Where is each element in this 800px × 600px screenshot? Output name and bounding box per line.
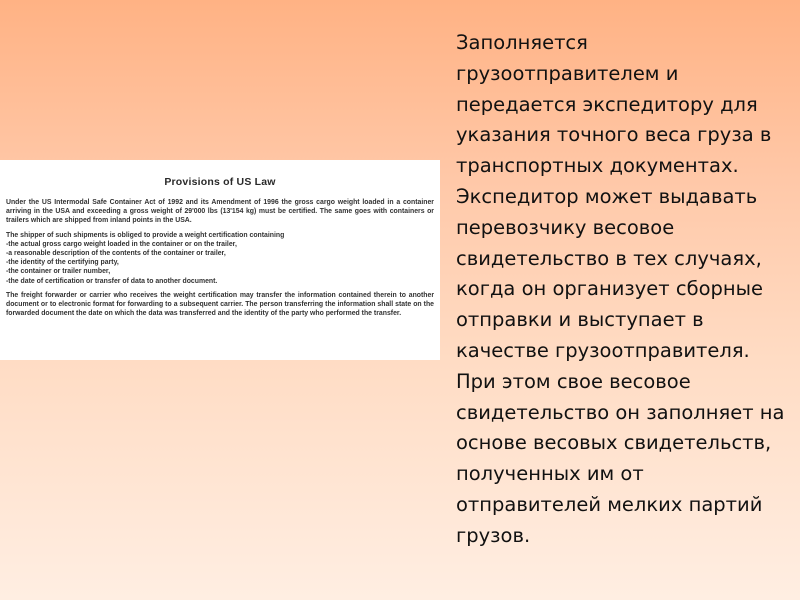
list-item: -the date of certification or transfer of data to another document. (6, 277, 218, 285)
faded-stamp (96, 174, 156, 202)
list-item: -a reasonable description of the contents of the container or trailer, (6, 250, 226, 258)
list-item: -the identity of the certifying party, (6, 259, 119, 267)
body-paragraph: Заполняется грузоотправителем и передается экспедитору для указания точного веса груза в транспортных документах. Экспедитор может выдавать перевозчику весовое свидетельство в тех случаях, когда он организует сборные отправки и выступает в качестве грузоотправителя. При этом свое весовое свидетельство он заполняет на основе весовых свидетельств, полученных им от отправителей мелких партий грузов. (456, 31, 785, 547)
document-paragraph-1: Under the US Intermodal Safe Container Act of 1992 and its Amendment of 1996 the gross cargo weight loaded in a container arriving in the USA and exceeding a gross weight of 29'000 lbs (13'154 kg) must be certified. The same goes with containers or trailers which are shipped from inland points in the USA. (6, 199, 434, 225)
document-paragraph-3: The freight forwarder or carrier who receives the weight certification may transfer the information contained therein to another document or to electronic format for forwarding to a subsequent carrier. The person transferring the information shall state on the forwarded document the date on which the data was transferred and the identity of the party who performed the transfer. (6, 291, 434, 318)
list-item: -the actual gross cargo weight loaded in the container or on the trailer, (6, 240, 237, 248)
document-scan-image (0, 160, 440, 360)
list-item: -the container or trailer number, (6, 268, 111, 276)
slide-body-text (456, 28, 786, 552)
document-title: Provisions of US Law (164, 176, 276, 188)
document-requirements-list (6, 240, 434, 286)
document-paragraph-2: The shipper of such shipments is obliged to provide a weight certification containing (6, 231, 285, 239)
